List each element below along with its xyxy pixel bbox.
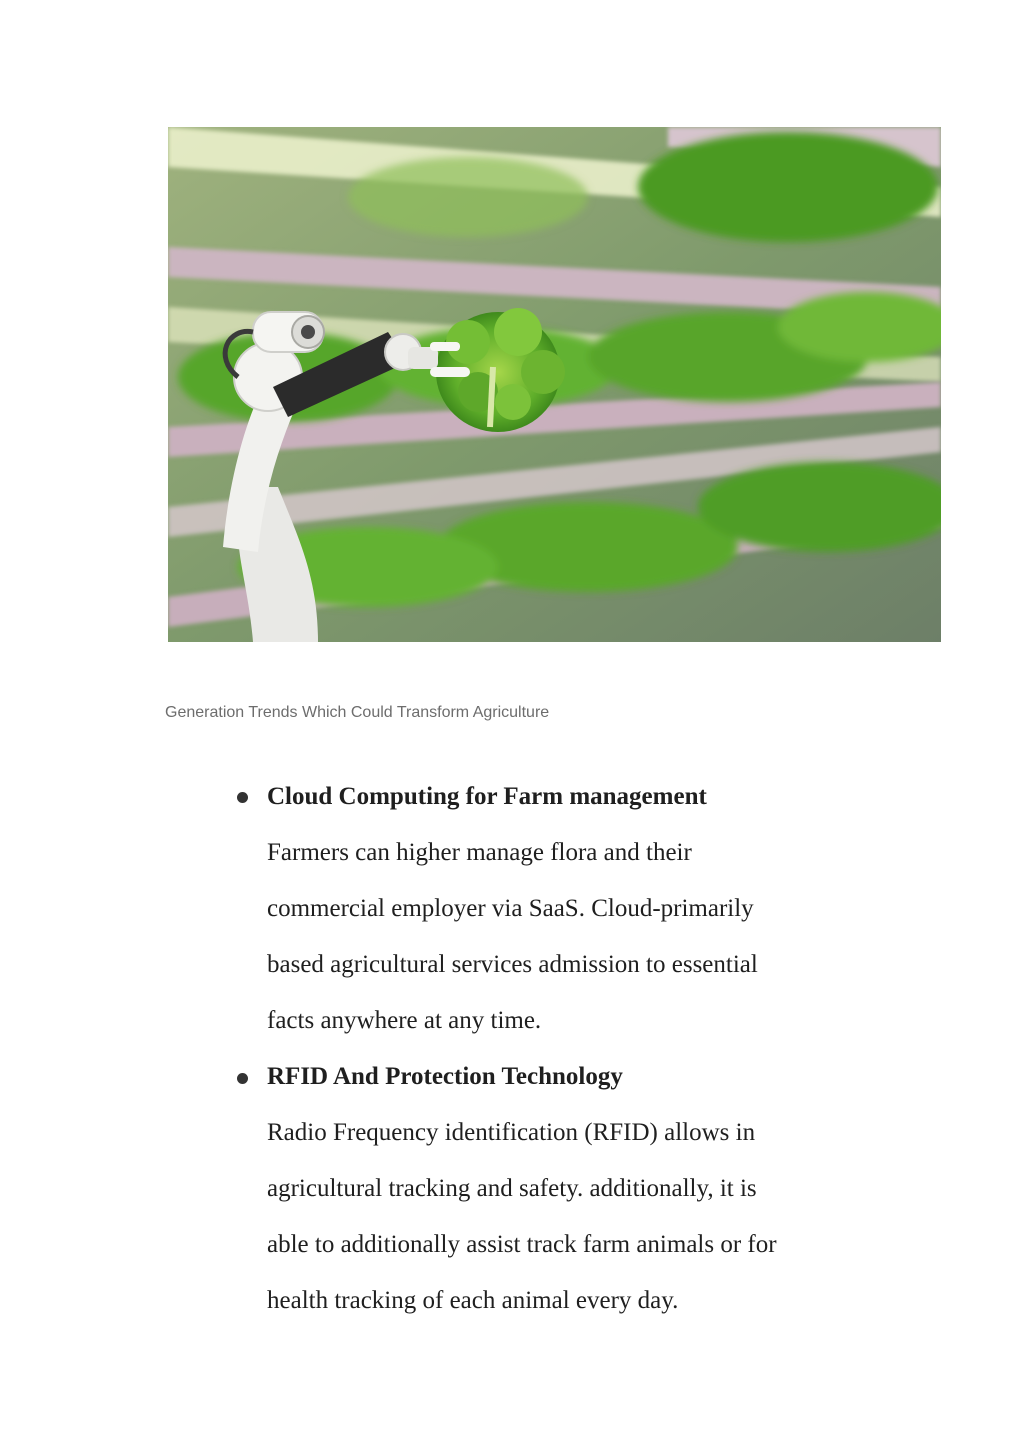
item-text-line: facts anywhere at any time. [267, 1007, 542, 1034]
bullet-icon [237, 1073, 248, 1084]
article-image [168, 127, 941, 642]
item-heading-rfid: RFID And Protection Technology [267, 1063, 623, 1090]
robot-lettuce-illustration [168, 127, 941, 642]
item-text-line: agricultural tracking and safety. additionally, it is [267, 1175, 757, 1202]
item-text-line: able to additionally assist track farm animals or for [267, 1231, 777, 1258]
item-text-line: health tracking of each animal every day. [267, 1287, 679, 1314]
item-text-line: commercial employer via SaaS. Cloud-primarily [267, 895, 754, 922]
item-text-line: Radio Frequency identification (RFID) allows in [267, 1119, 756, 1146]
item-text-line: Farmers can higher manage flora and their [267, 839, 692, 866]
item-text-line: based agricultural services admission to essential [267, 951, 758, 978]
image-caption: Generation Trends Which Could Transform Agriculture [165, 704, 550, 721]
bullet-icon [237, 792, 248, 803]
item-heading-cloud-computing: Cloud Computing for Farm management [267, 783, 707, 810]
